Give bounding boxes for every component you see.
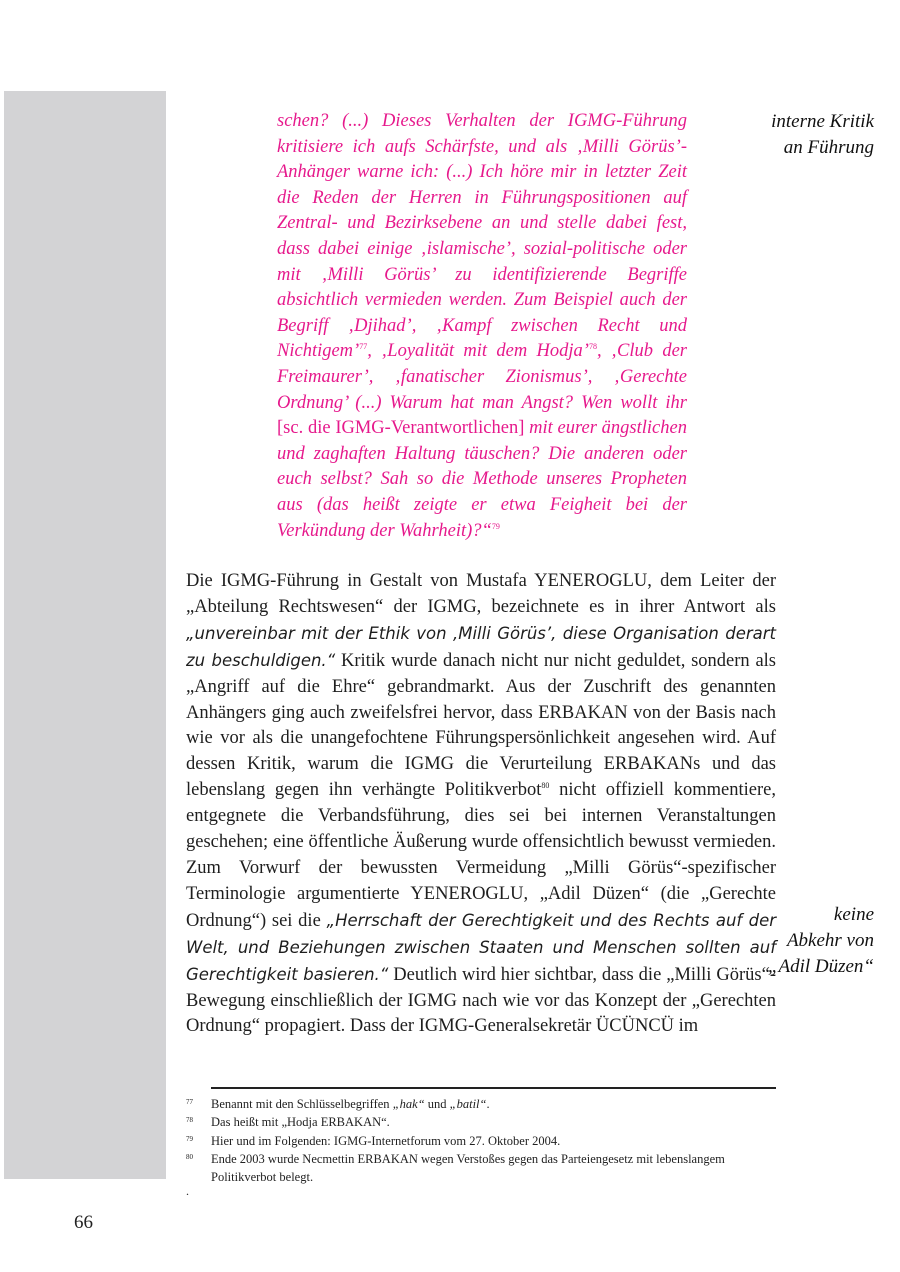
citation-unvereinbar: „unvereinbar mit der Ethik von ‚Milli Görüs’, diese Organisation derart zu beschuldigen.“ [186,623,776,670]
margin-column [4,91,166,1179]
footnote-divider [211,1087,776,1089]
footnote-78: 78 Das heißt mit „Hodja ERBAKAN“. [186,1115,390,1130]
block-quote: schen? (...) Dieses Verhalten der IGMG-Führung kritisiere ich aufs Schärfste, und als ‚Milli Görüs’-Anhänger warne ich: (...) Ich höre mir in letzter Zeit die Reden der Herren in Führungspositionen auf Zentral- und Bezirksebene an und stelle dabei fest, dass dabei einige ‚islamische’, sozial-politische oder mit ‚Milli Görüs’ zu identifizierende Begriffe absichtlich vermieden werden. Zum Beispiel auch der Begriff ‚Djihad’, ‚Kampf zwischen Recht und Nichtigem’$^{77}$, ‚Loyalität mit dem Hodja’$^{78}$, ‚Club der Freimaurer’, ‚fanatischer Zionismus’, ‚Gerechte Ordnung’ (...) Warum hat man Angst? Wen wollt ihr [sc. die IGMG-Verantwortlichen] mit eurer ängstlichen und zaghaften Haltung täuschen? Die anderen oder euch selbst? Sah so die Methode unseres Propheten aus (das heißt zeigte er etwa Feigheit bei der Verkündung der Wahrheit)?“$^{79}$ [277,111,687,541]
page-number: 66 [74,1212,93,1233]
footnote-ref-80[interactable]: 80 [541,781,550,791]
footnote-ref-77[interactable]: 77 [359,342,368,352]
footnote-79: 79 Hier und im Folgenden: IGMG-Internetforum vom 27. Oktober 2004. [186,1133,561,1148]
footnote-80: 80 Ende 2003 wurde Necmettin ERBAKAN wegen Verstoßes gegen das Parteiengesetz mit lebenslangem Politikverbot belegt. [186,1151,725,1185]
citation-herrschaft: „Herrschaft der Gerechtigkeit und des Rechts auf der Welt, und Beziehungen zwischen Staaten und Menschen sollten auf Gerechtigkeit basieren.“ [186,910,777,984]
margin-note-internal-criticism: interne Kritik an Führung [771,111,874,158]
footnote-ref-79[interactable]: 79 [491,521,500,531]
trailing-dot: . [186,1184,189,1198]
footnote-77: 77 Benannt mit den Schlüsselbegriffen „hak“ und „batil“. [186,1097,490,1111]
footnotes [186,1095,781,1186]
margin-note-adil-duzen: keine Abkehr von „Adil Düzen“ [767,904,874,977]
footnote-ref-78[interactable]: 78 [588,342,597,352]
body-paragraph: Die IGMG-Führung in Gestalt von Mustafa YENEROGLU, dem Leiter der „Abteilung Rechtswesen“ der IGMG, bezeichnete es in ihrer Antwort als „unvereinbar mit der Ethik von ‚Milli Görüs’, diese Organisation derart zu beschuldigen.“ Kritik wurde danach nicht nur nicht geduldet, sondern als „Angriff auf die Ehre“ gebrandmarkt. Aus der Zuschrift des genannten Anhängers ging auch zweifelsfrei hervor, dass ERBAKAN von der Basis nach wie vor als die unangefochtene Führungspersönlichkeit angesehen wird. Auf dessen Kritik, warum die IGMG die Verurteilung ERBAKANs und das lebenslang gegen ihn verhängte Politikverbot$^{80}$ nicht offiziell kommentiere, entgegnete die Verbandsführung, dies sei bei internen Veranstaltungen geschehen; eine öffentliche Äußerung wurde offensichtlich bewusst vermieden. Zum Vorwurf der bewussten Vermeidung „Milli Görüs“-spezifischer Terminologie argumentierte YENEROGLU, „Adil Düzen“ (die „Gerechte Ordnung“) sei die „Herrschaft der Gerechtigkeit und des Rechts auf der Welt, und Beziehungen zwischen Staaten und Menschen sollten auf Gerechtigkeit basieren.“ Deutlich wird hier sichtbar, dass die „Milli Görüs“-Bewegung einschließlich der IGMG nach wie vor das Konzept der „Gerechten Ordnung“ propagiert. Dass der IGMG-Generalsekretär ÜCÜNCÜ im [186,571,777,1037]
editorial-insertion: [sc. die IGMG-Verantwortlichen] [277,418,525,439]
